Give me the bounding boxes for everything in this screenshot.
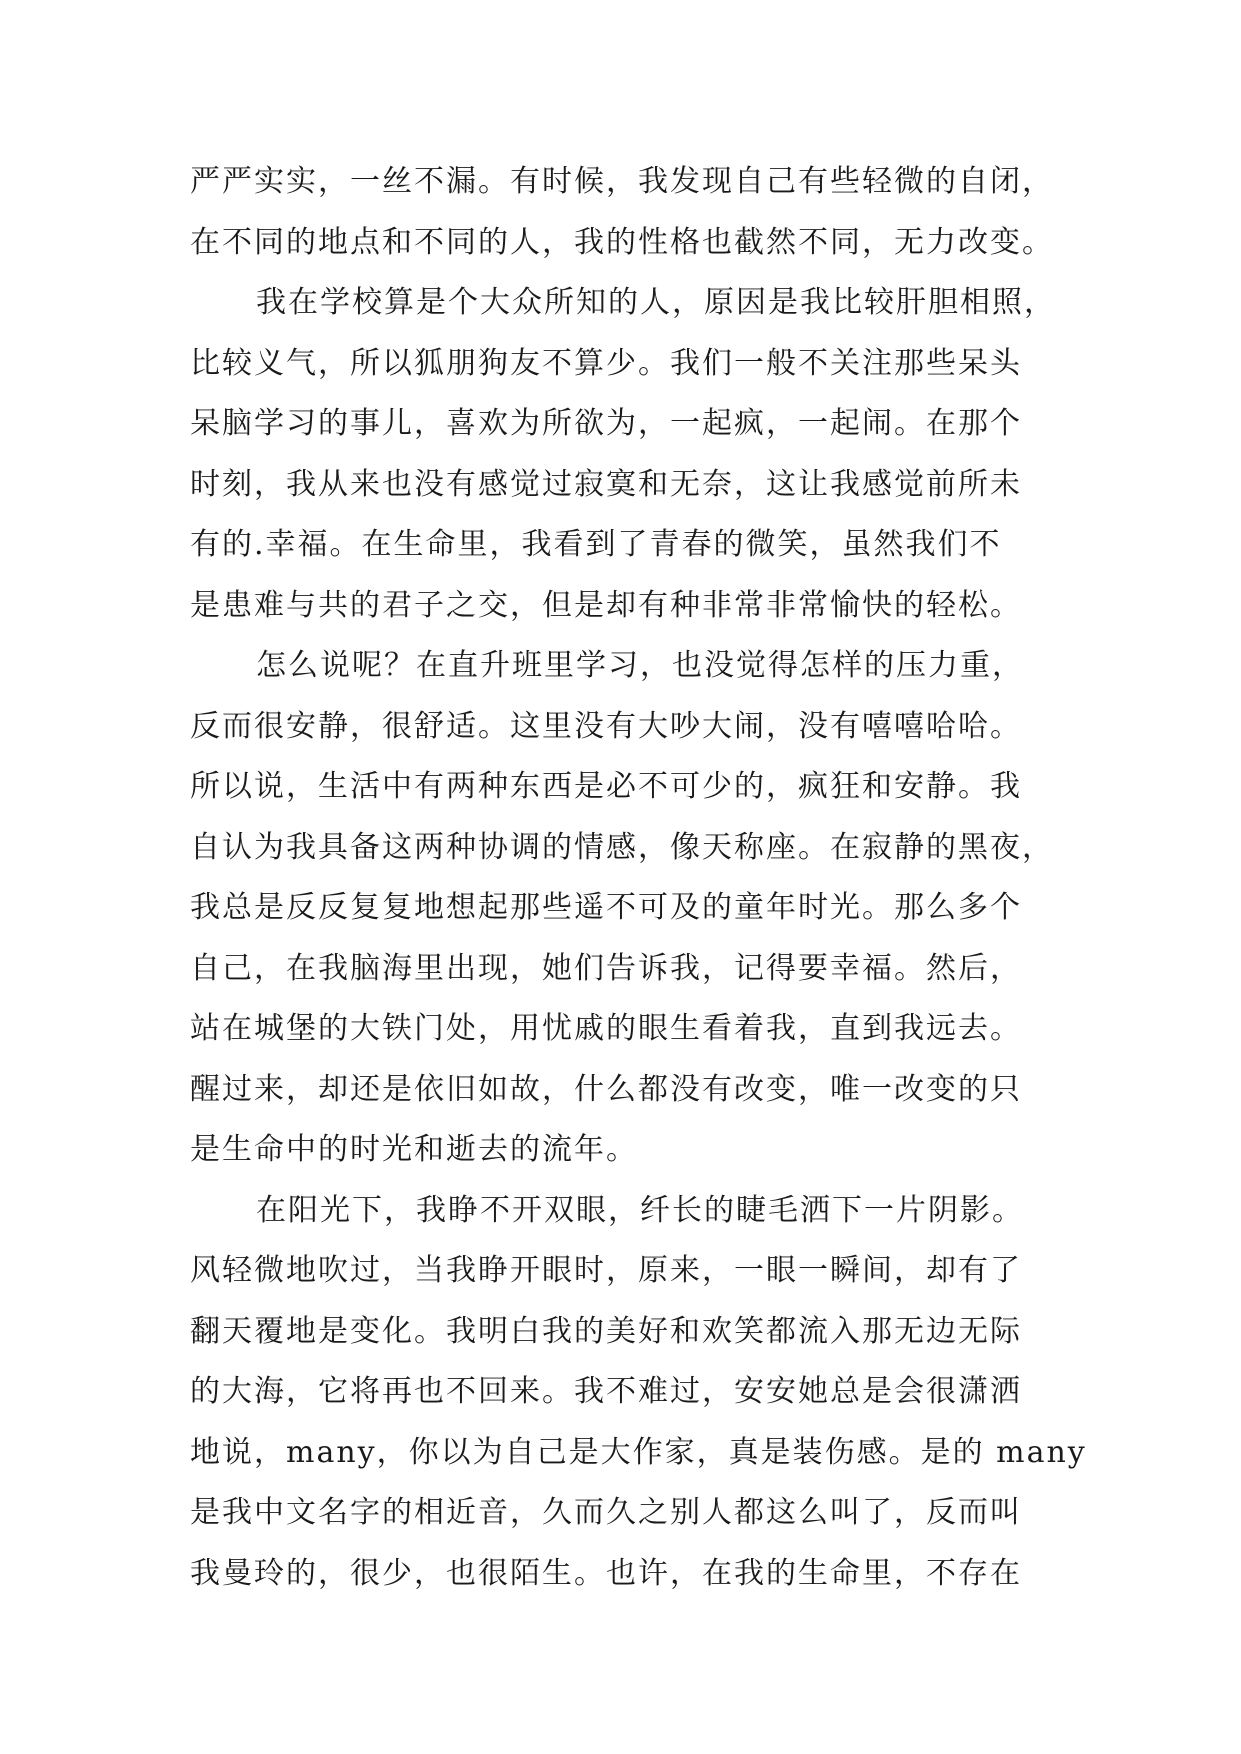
text-line: 醒过来，却还是依旧如故，什么都没有改变，唯一改变的只 — [190, 1071, 1022, 1107]
paragraph-first-line: 我在学校算是个大众所知的人，原因是我比较肝胆相照， — [256, 285, 1056, 320]
text-line: 在不同的地点和不同的人，我的性格也截然不同，无力改变。 — [190, 224, 1054, 260]
paragraph-first-line: 在阳光下，我睁不开双眼，纤长的睫毛洒下一片阴影。 — [256, 1192, 1024, 1228]
text-line: 呆脑学习的事儿，喜欢为所欲为，一起疯，一起闹。在那个 — [190, 406, 1022, 441]
text-line: 时刻，我从来也没有感觉过寂寞和无奈，这让我感觉前所未 — [190, 466, 1022, 502]
text-line: 自己，在我脑海里出现，她们告诉我，记得要幸福。然后， — [190, 950, 1022, 986]
text-line: 站在城堡的大铁门处，用忧戚的眼生看着我，直到我远去。 — [190, 1011, 1022, 1046]
body-text — [190, 152, 1090, 1604]
text-line: 是患难与共的君子之交，但是却有种非常非常愉快的轻松。 — [190, 587, 1022, 623]
text-line: 风轻微地吹过，当我睁开眼时，原来，一眼一瞬间，却有了 — [190, 1253, 1022, 1288]
text-line: 所以说，生活中有两种东西是必不可少的，疯狂和安静。我 — [190, 769, 1022, 804]
text-line: 严严实实，一丝不漏。有时候，我发现自己有些轻微的自闭， — [190, 164, 1054, 199]
text-line: 自认为我具备这两种协调的情感，像天称座。在寂静的黑夜， — [190, 829, 1054, 865]
text-line: 地说，many，你以为自己是大作家，真是装伤感。是的 many — [190, 1434, 1087, 1470]
text-line: 我曼玲的，很少，也很陌生。也许，在我的生命里，不存在 — [190, 1555, 1022, 1591]
text-line: 的大海，它将再也不回来。我不难过，安安她总是会很潇洒 — [190, 1374, 1022, 1409]
text-line: 比较义气，所以狐朋狗友不算少。我们一般不关注那些呆头 — [190, 345, 1022, 381]
text-line: 有的.幸福。在生命里，我看到了青春的微笑，虽然我们不 — [190, 527, 1002, 562]
text-line: 翻天覆地是变化。我明白我的美好和欢笑都流入那无边无际 — [190, 1313, 1022, 1349]
text-line: 我总是反反复复地想起那些遥不可及的童年时光。那么多个 — [190, 890, 1022, 925]
text-line: 是我中文名字的相近音，久而久之别人都这么叫了，反而叫 — [190, 1495, 1022, 1530]
text-line: 是生命中的时光和逝去的流年。 — [190, 1132, 638, 1167]
paragraph-first-line: 怎么说呢？在直升班里学习，也没觉得怎样的压力重， — [256, 648, 1024, 683]
text-line: 反而很安静，很舒适。这里没有大吵大闹，没有嘻嘻哈哈。 — [190, 708, 1022, 744]
